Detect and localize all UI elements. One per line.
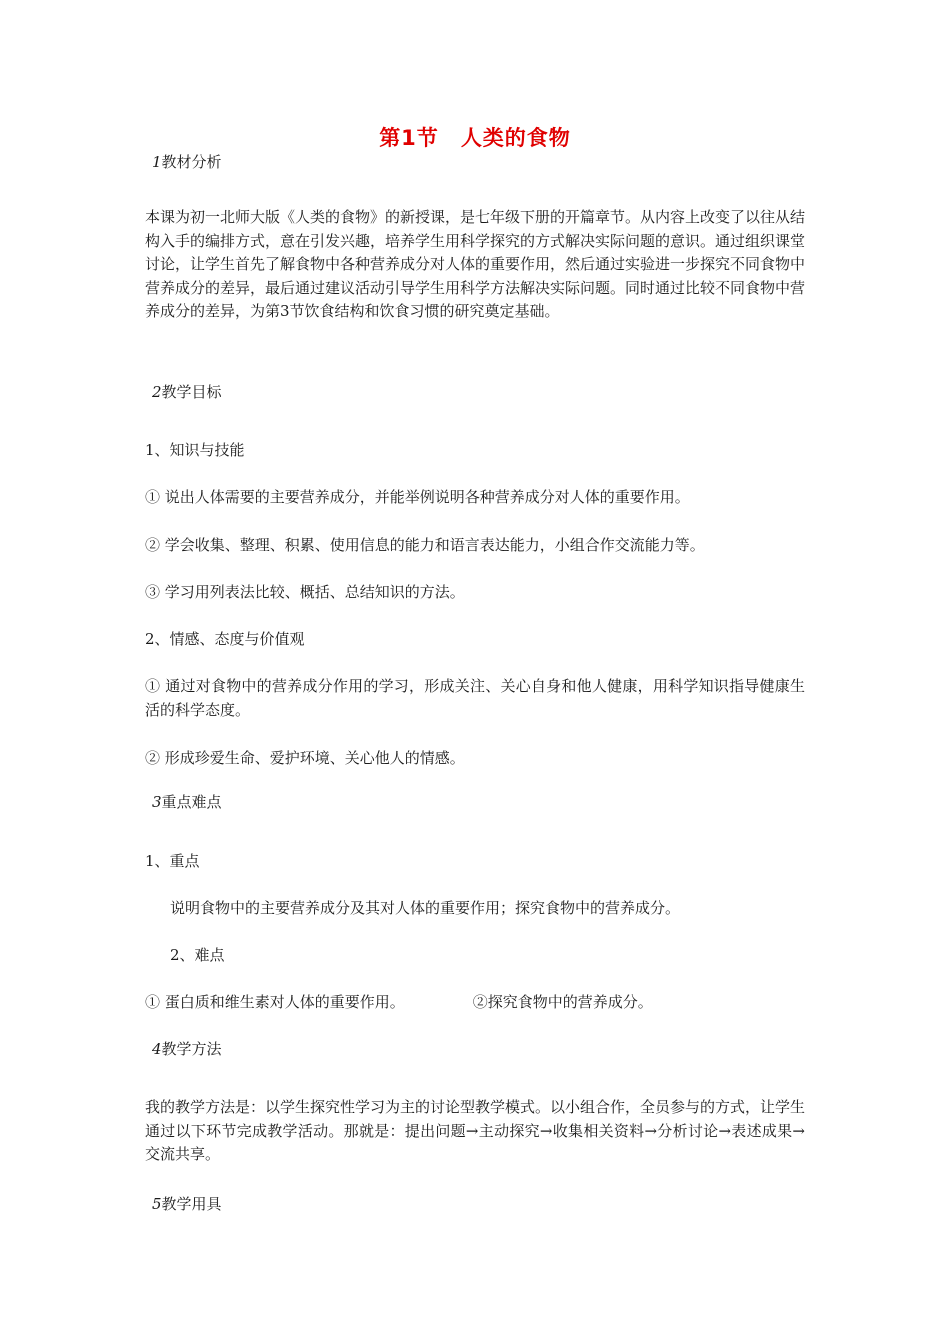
goals-knowledge-item-2: ② 学会收集、整理、积累、使用信息的能力和语言表达能力，小组合作交流能力等。 xyxy=(145,536,705,554)
keypoints-focus-text: 说明食物中的主要营养成分及其对人体的重要作用；探究食物中的营养成分。 xyxy=(170,899,681,917)
keypoints-difficulty-heading: 2、难点 xyxy=(170,946,225,964)
title-text: 人类的食物 xyxy=(460,126,571,150)
goals-knowledge-item-3: ③ 学习用列表法比较、概括、总结知识的方法。 xyxy=(145,583,465,601)
section-heading-tools: 5教学用具 xyxy=(152,1195,222,1213)
goals-emotion-item-2: ② 形成珍爱生命、爱护环境、关心他人的情感。 xyxy=(145,749,465,767)
goals-knowledge-heading: 1、知识与技能 xyxy=(145,441,245,459)
analysis-paragraph: 本课为初一北师大版《人类的食物》的新授课，是七年级下册的开篇章节。从内容上改变了以往从结构入手的编排方式，意在引发兴趣，培养学生用科学探究的方式解决实际问题的意识。通过组织课堂讨论，让学生首先了解食物中各种营养成分对人体的重要作用，然后通过实验进一步探究不同食物中营养成分的差异，最后通过建议活动引导学生用科学方法解决实际问题。同时通过比较不同食物中营养成分的差异，为第3节饮食结构和饮食习惯的研究奠定基础。 xyxy=(145,208,806,320)
goals-emotion-item-1: ① 通过对食物中的营养成分作用的学习，形成关注、关心自身和他人健康，用科学知识指导健康生活的科学态度。 xyxy=(145,677,805,719)
page-title xyxy=(0,122,950,152)
difficulty-item-2: ②探究食物中的营养成分。 xyxy=(472,993,653,1011)
section-heading-goals: 2教学目标 xyxy=(152,383,222,401)
section-heading-analysis: 1教材分析 xyxy=(152,153,222,171)
keypoints-difficulty-items xyxy=(145,991,805,1015)
keypoints-focus-heading: 1、重点 xyxy=(145,852,200,870)
section-heading-keypoints: 3重点难点 xyxy=(152,793,222,811)
goals-knowledge-item-1: ① 说出人体需要的主要营养成分，并能举例说明各种营养成分对人体的重要作用。 xyxy=(145,488,690,506)
section-heading-methods: 4教学方法 xyxy=(152,1040,222,1058)
title-section-number: 第1节 xyxy=(379,126,439,150)
methods-paragraph: 我的教学方法是：以学生探究性学习为主的讨论型教学模式。以小组合作，全员参与的方式，让学生通过以下环节完成教学活动。那就是：提出问题→主动探究→收集相关资料→分析讨论→表述成果→交流共享。 xyxy=(145,1098,806,1163)
difficulty-item-1: ① 蛋白质和维生素对人体的重要作用。 xyxy=(145,993,405,1011)
goals-emotion-heading: 2、情感、态度与价值观 xyxy=(145,630,305,648)
